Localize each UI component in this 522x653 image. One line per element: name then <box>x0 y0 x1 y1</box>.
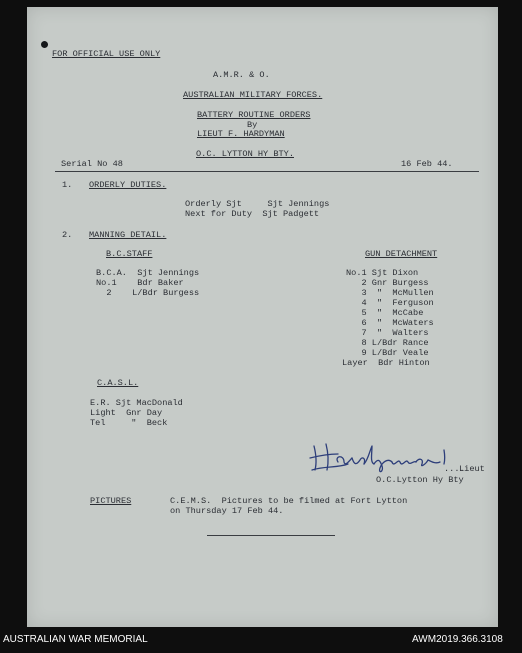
order-date: 16 Feb 44. <box>401 159 453 169</box>
by-label: By <box>247 120 258 130</box>
section-2-number: 2. <box>62 230 73 240</box>
lieut-heading: LIEUT F. HARDYMAN <box>197 129 285 139</box>
bc-staff-line: No.1 Bdr Baker <box>96 278 184 288</box>
gun-detachment-line: 7 " Walters <box>346 328 429 338</box>
gun-detachment-line: 2 Gnr Burgess <box>346 278 429 288</box>
gun-detachment-line: 6 " McWaters <box>346 318 434 328</box>
handwritten-signature <box>308 440 458 476</box>
bc-staff-title: B.C.STAFF <box>106 249 153 259</box>
casl-line: Light Gnr Day <box>90 408 163 418</box>
casl-title: C.A.S.L. <box>97 378 139 388</box>
amr-heading: A.M.R. & O. <box>213 70 270 80</box>
gun-detachment-line: 4 " Ferguson <box>346 298 434 308</box>
document-page <box>27 7 498 627</box>
closing-rule <box>207 535 335 536</box>
oc-heading: O.C. LYTTON HY BTY. <box>196 149 294 159</box>
orderly-line-1: Orderly Sjt Sjt Jennings <box>185 199 330 209</box>
section-2-title: MANNING DETAIL. <box>89 230 167 240</box>
serial-number: Serial No 48 <box>61 159 123 169</box>
section-1-title: ORDERLY DUTIES. <box>89 180 167 190</box>
casl-line: Tel " Beck <box>90 418 168 428</box>
orderly-line-2: Next for Duty Sjt Padgett <box>185 209 320 219</box>
gun-detachment-line: 3 " McMullen <box>346 288 434 298</box>
archive-reference: AWM2019.366.3108 <box>412 634 503 645</box>
bc-staff-line: 2 L/Bdr Burgess <box>96 288 200 298</box>
signature-unit: O.C.Lytton Hy Bty <box>376 475 464 485</box>
signature-rank: Lieut <box>459 464 485 474</box>
bc-staff-line: B.C.A. Sjt Jennings <box>96 268 200 278</box>
pictures-title: PICTURES <box>90 496 132 506</box>
gun-detachment-line: No.1 Sjt Dixon <box>346 268 419 278</box>
forces-heading: AUSTRALIAN MILITARY FORCES. <box>183 90 323 100</box>
header-rule <box>55 171 479 172</box>
pictures-line: on Thursday 17 Feb 44. <box>170 506 284 516</box>
gun-detachment-line: 9 L/Bdr Veale <box>346 348 429 358</box>
pictures-line: C.E.M.S. Pictures to be filmed at Fort Lytton <box>170 496 408 506</box>
section-1-number: 1. <box>62 180 73 190</box>
archive-credit: AUSTRALIAN WAR MEMORIAL <box>3 634 148 645</box>
gun-detachment-line: 5 " McCabe <box>346 308 424 318</box>
gun-detachment-line: Layer Bdr Hinton <box>342 358 430 368</box>
casl-line: E.R. Sjt MacDonald <box>90 398 183 408</box>
official-use-label: FOR OFFICIAL USE ONLY <box>52 49 161 59</box>
signature-dots: .... <box>444 464 465 474</box>
gun-detachment-title: GUN DETACHMENT <box>365 249 438 259</box>
gun-detachment-line: 8 L/Bdr Rance <box>346 338 429 348</box>
orders-heading: BATTERY ROUTINE ORDERS <box>197 110 311 120</box>
